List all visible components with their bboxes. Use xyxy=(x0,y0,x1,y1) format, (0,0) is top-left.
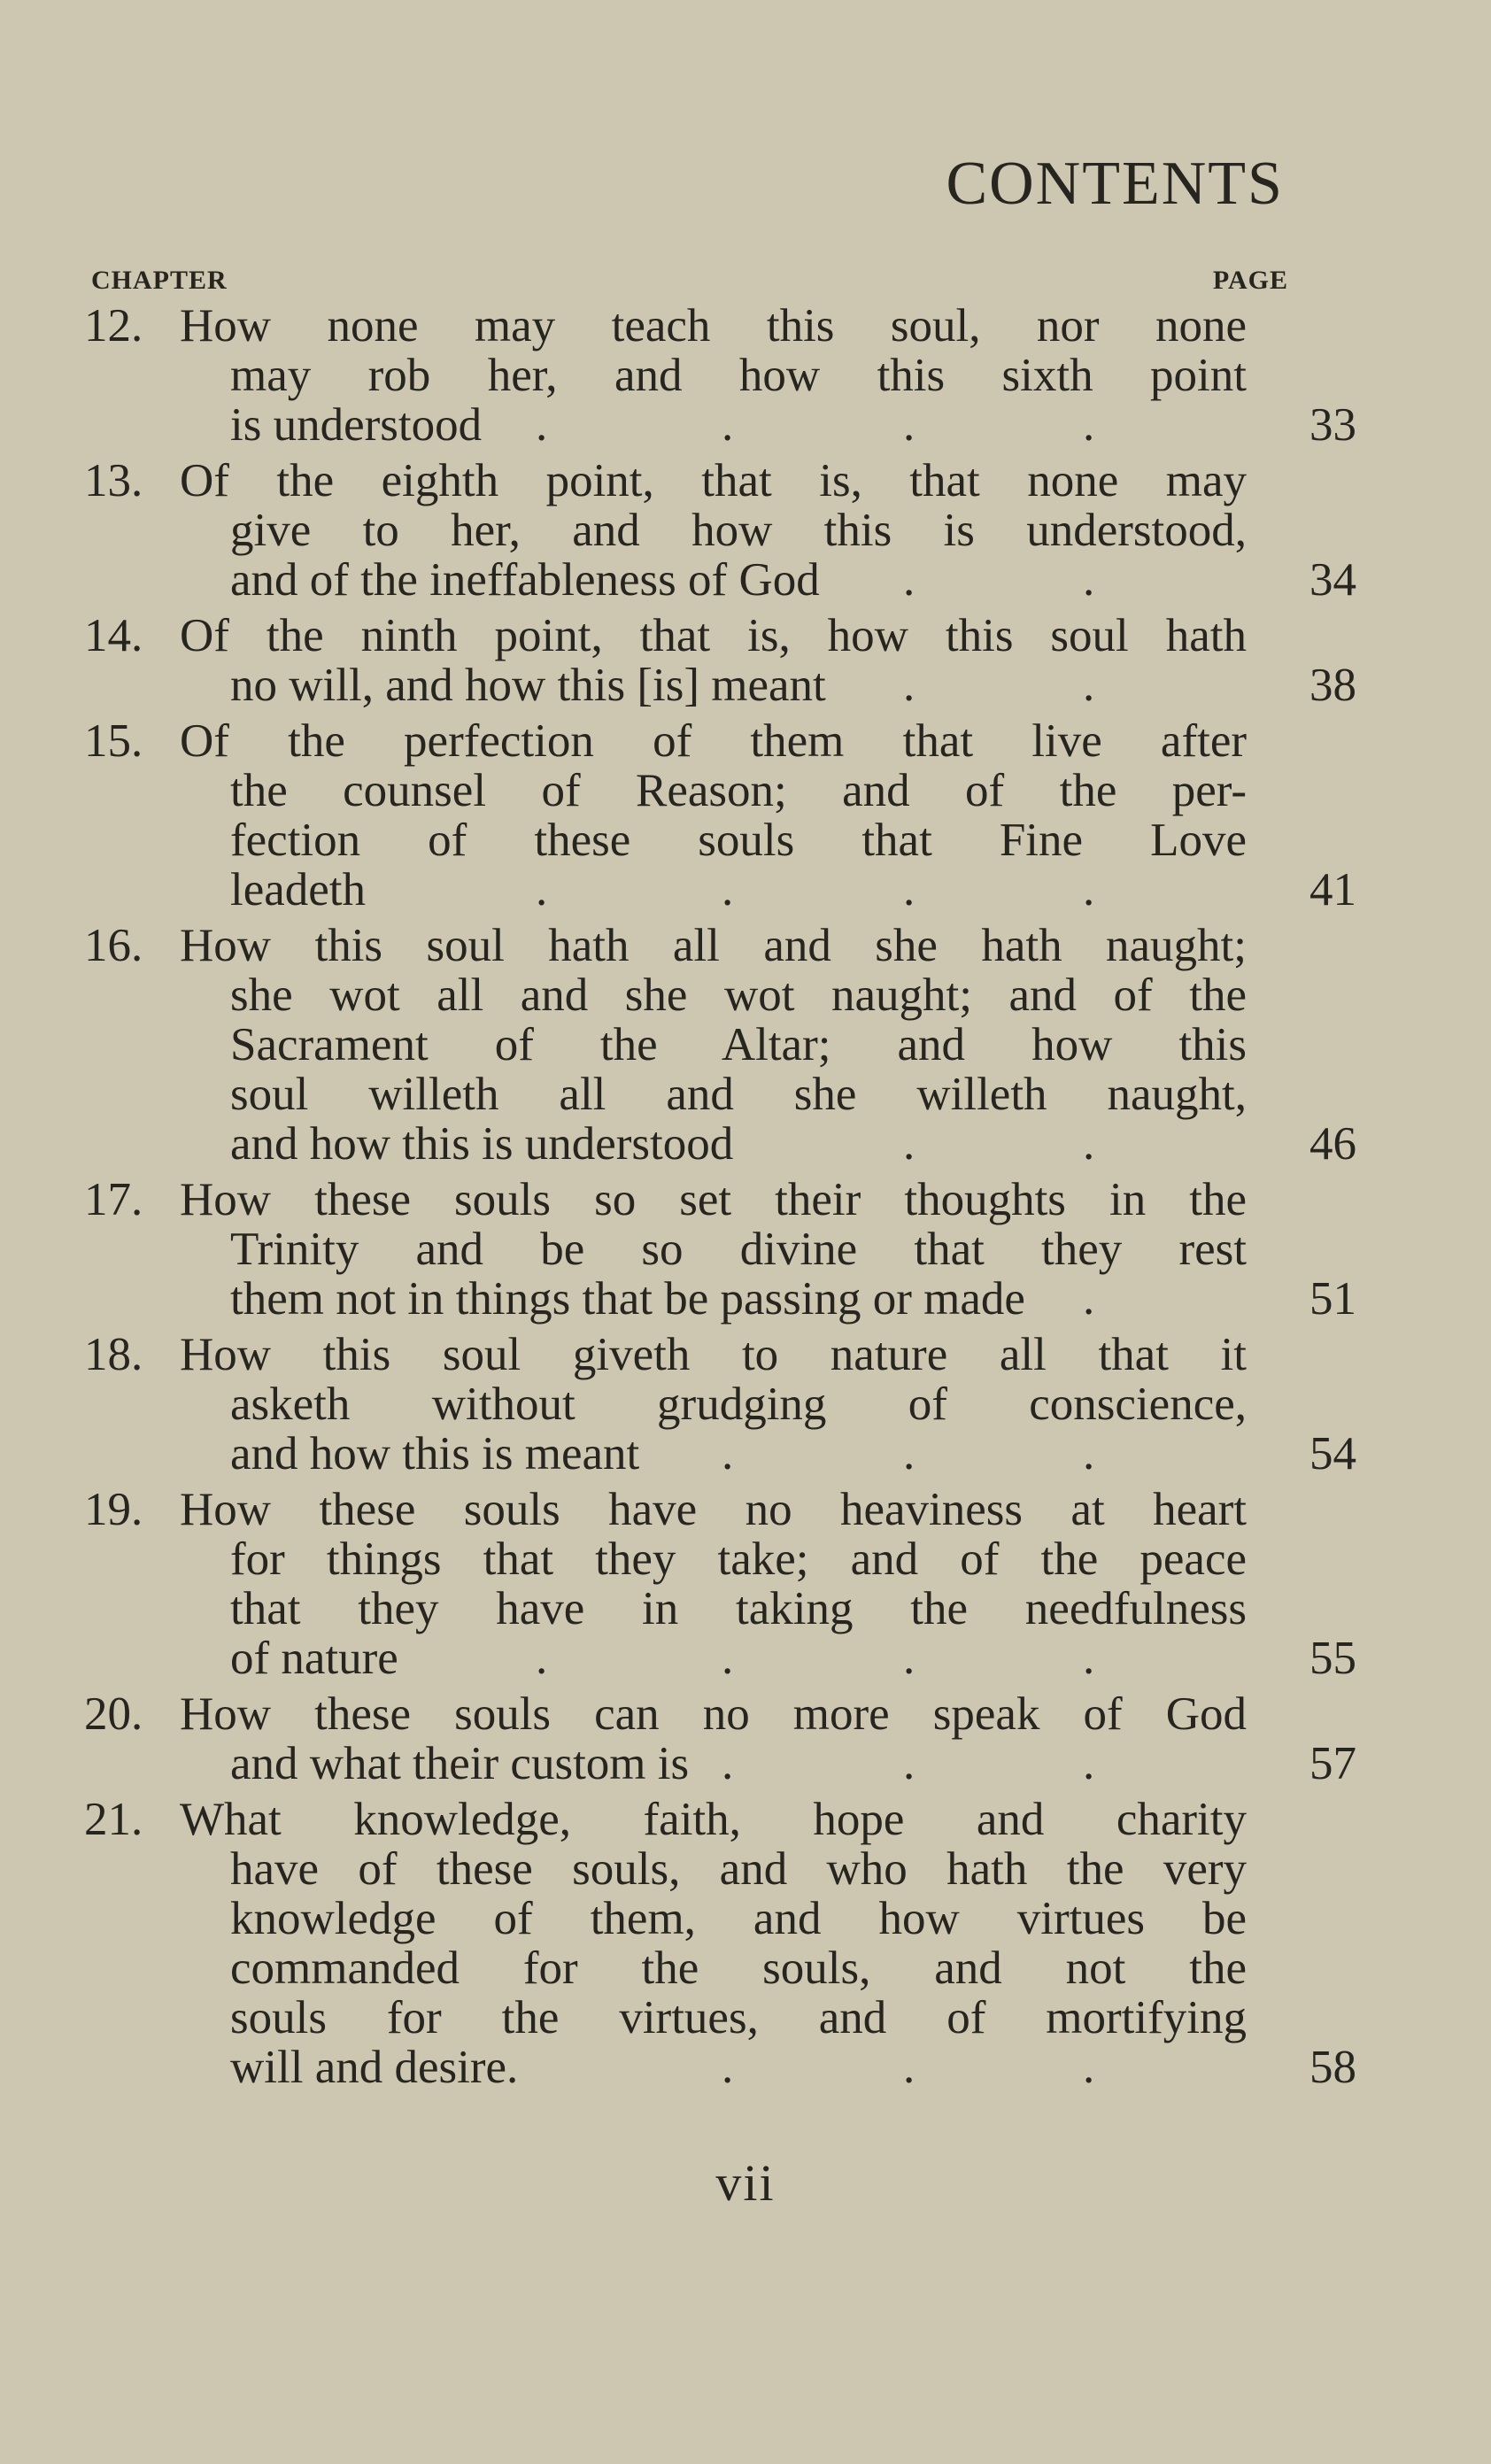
leader-dot: . xyxy=(903,660,915,711)
chapter-title-line: asketh without grudging of conscience, xyxy=(230,1379,1247,1430)
leader-dot: . xyxy=(536,399,548,451)
chapter-title-line: How these souls so set their thoughts in the xyxy=(180,1174,1247,1225)
entry-line xyxy=(84,1379,1306,1429)
contents-entry xyxy=(84,1688,1356,1789)
page-number: 38 xyxy=(1309,660,1356,711)
leader-dot: . xyxy=(903,2042,915,2093)
entry-line xyxy=(84,716,1306,766)
chapter-title-line: knowledge of them, and how virtues be xyxy=(230,1893,1247,1944)
dot-leader xyxy=(230,1429,1247,1479)
entry-line xyxy=(84,864,1356,915)
entry-line xyxy=(84,506,1306,555)
chapter-number: 19. xyxy=(84,1484,143,1535)
leader-dot: . xyxy=(722,1738,734,1789)
chapter-number: 15. xyxy=(84,715,143,767)
dot-leader xyxy=(230,555,1247,605)
dot-leader xyxy=(230,400,1247,450)
entry-line xyxy=(84,1273,1356,1325)
entry-line xyxy=(84,399,1356,451)
page-number: 33 xyxy=(1309,399,1356,451)
leader-dot: . xyxy=(722,864,734,915)
entry-line xyxy=(84,351,1306,400)
contents-entry xyxy=(84,1794,1356,2093)
leader-dot: . xyxy=(903,1633,915,1684)
leader-dot: . xyxy=(903,1118,915,1170)
contents-entry xyxy=(84,920,1356,1170)
chapter-title-line: Of the perfection of them that live after xyxy=(180,715,1247,767)
entry-line xyxy=(84,1485,1306,1534)
leader-dot: . xyxy=(1083,1633,1095,1684)
page-number: 54 xyxy=(1309,1428,1356,1479)
entry-line xyxy=(84,554,1356,606)
chapter-title-line: commanded for the souls, and not the xyxy=(230,1943,1247,1994)
leader-dot: . xyxy=(536,864,548,915)
entry-line xyxy=(84,1795,1306,1844)
entry-line xyxy=(84,1118,1356,1170)
chapter-title-line: Trinity and be so divine that they rest xyxy=(230,1224,1247,1275)
leader-dot: . xyxy=(1083,1738,1095,1789)
chapter-title-line: is understood xyxy=(230,399,483,451)
entry-line xyxy=(84,1224,1306,1274)
chapter-title-line: have of these souls, and who hath the very xyxy=(230,1843,1247,1895)
page-number: 34 xyxy=(1309,554,1356,606)
page-number: 55 xyxy=(1309,1633,1356,1684)
entry-line xyxy=(84,1844,1306,1894)
chapter-title-line: give to her, and how this is understood, xyxy=(230,505,1247,556)
entry-line xyxy=(84,1330,1306,1379)
chapter-title-line: How these souls have no heaviness at heart xyxy=(180,1484,1247,1535)
entry-line xyxy=(84,921,1306,970)
chapter-title-line: fection of these souls that Fine Love xyxy=(230,815,1247,866)
chapter-title-line: and of the ineffableness of God xyxy=(230,554,820,606)
chapter-number: 17. xyxy=(84,1174,143,1225)
entry-line xyxy=(84,1894,1306,1943)
dot-leader xyxy=(230,1634,1247,1683)
leader-dot: . xyxy=(1083,399,1095,451)
leader-dot: . xyxy=(903,554,915,606)
page-number: 58 xyxy=(1309,2042,1356,2093)
contents-entry xyxy=(84,455,1356,606)
chapter-number: 12. xyxy=(84,300,143,351)
contents-entry xyxy=(84,1329,1356,1479)
chapter-title-line: How this soul hath all and she hath naught; xyxy=(180,920,1247,971)
leader-dot: . xyxy=(722,2042,734,2093)
entry-line xyxy=(84,1943,1306,1993)
leader-dot: . xyxy=(1083,864,1095,915)
chapter-title-line: How none may teach this soul, nor none xyxy=(180,300,1247,351)
chapter-title-line: and how this is understood xyxy=(230,1118,734,1170)
dot-leader xyxy=(230,1119,1247,1169)
leader-dot: . xyxy=(722,1633,734,1684)
page-number: 46 xyxy=(1309,1118,1356,1170)
chapter-title-line: she wot all and she wot naught; and of the xyxy=(230,969,1247,1021)
leader-dot: . xyxy=(722,399,734,451)
entry-line xyxy=(84,456,1306,506)
entry-line xyxy=(84,301,1306,351)
chapter-column-label: CHAPTER xyxy=(91,266,228,295)
contents-entry xyxy=(84,610,1356,711)
leader-dot: . xyxy=(1083,1118,1095,1170)
chapter-title-line: Of the ninth point, that is, how this soul hath xyxy=(180,610,1247,661)
dot-leader xyxy=(230,660,1247,710)
entry-line xyxy=(84,1175,1306,1224)
dot-leader xyxy=(230,865,1247,915)
entry-line xyxy=(84,1534,1306,1584)
entry-line xyxy=(84,1738,1356,1789)
page-column-label: PAGE xyxy=(1212,266,1288,295)
page-number: 51 xyxy=(1309,1273,1356,1325)
leader-dot: . xyxy=(903,864,915,915)
leader-dot: . xyxy=(1083,1273,1095,1325)
leader-dot: . xyxy=(536,1633,548,1684)
entry-line xyxy=(84,1689,1306,1739)
leader-dot: . xyxy=(903,399,915,451)
chapter-title-line: leadeth xyxy=(230,864,367,915)
chapter-title-line: may rob her, and how this sixth point xyxy=(230,350,1247,401)
leader-dot: . xyxy=(1083,1428,1095,1479)
entry-line xyxy=(84,2042,1356,2093)
entry-line xyxy=(84,1633,1356,1684)
chapter-title-line: them not in things that be passing or made xyxy=(230,1273,1025,1325)
leader-dot: . xyxy=(1083,660,1095,711)
contents-entry xyxy=(84,715,1356,915)
page-number: 57 xyxy=(1309,1738,1356,1789)
chapter-number: 16. xyxy=(84,920,143,971)
entry-line xyxy=(84,1070,1306,1119)
entry-line xyxy=(84,815,1306,865)
chapter-title-line: Sacrament of the Altar; and how this xyxy=(230,1019,1247,1070)
chapter-number: 21. xyxy=(84,1794,143,1845)
chapter-number: 13. xyxy=(84,455,143,506)
entry-line xyxy=(84,1584,1306,1634)
chapter-title-line: of nature xyxy=(230,1633,398,1684)
leader-dot: . xyxy=(1083,2042,1095,2093)
contents-list xyxy=(84,300,1356,2098)
dot-leader xyxy=(230,1274,1247,1324)
chapter-title-line: for things that they take; and of the peace xyxy=(230,1533,1247,1585)
contents-entry xyxy=(84,1484,1356,1684)
dot-leader xyxy=(230,1739,1247,1788)
entry-line xyxy=(84,970,1306,1020)
leader-dot: . xyxy=(903,1738,915,1789)
chapter-number: 20. xyxy=(84,1688,143,1740)
dot-leader xyxy=(230,2043,1247,2092)
chapter-title-line: What knowledge, faith, hope and charity xyxy=(180,1794,1247,1845)
chapter-title-line: Of the eighth point, that is, that none may xyxy=(180,455,1247,506)
chapter-title-line: will and desire. xyxy=(230,2042,519,2093)
page-folio: vii xyxy=(715,2154,776,2212)
leader-dot: . xyxy=(903,1428,915,1479)
chapter-title-line: souls for the virtues, and of mortifying xyxy=(230,1992,1247,2043)
leader-dot: . xyxy=(1083,554,1095,606)
entry-line xyxy=(84,1428,1356,1479)
entry-line xyxy=(84,660,1356,711)
chapter-number: 14. xyxy=(84,610,143,661)
chapter-title-line: no will, and how this [is] meant xyxy=(230,660,826,711)
entry-line xyxy=(84,1020,1306,1070)
contents-entry xyxy=(84,1174,1356,1325)
chapter-title-line: and how this is meant xyxy=(230,1428,640,1479)
chapter-title-line: the counsel of Reason; and of the per- xyxy=(230,765,1247,816)
chapter-title-line: How this soul giveth to nature all that it xyxy=(180,1329,1247,1380)
chapter-number: 18. xyxy=(84,1329,143,1380)
chapter-title-line: How these souls can no more speak of God xyxy=(180,1688,1247,1740)
entry-line xyxy=(84,766,1306,815)
entry-line xyxy=(84,611,1306,660)
chapter-title-line: that they have in taking the needfulness xyxy=(230,1583,1247,1634)
page-number: 41 xyxy=(1309,864,1356,915)
page-title: CONTENTS xyxy=(946,150,1284,218)
contents-entry xyxy=(84,300,1356,451)
chapter-title-line: soul willeth all and she willeth naught, xyxy=(230,1069,1247,1120)
chapter-title-line: and what their custom is xyxy=(230,1738,690,1789)
leader-dot: . xyxy=(722,1428,734,1479)
entry-line xyxy=(84,1993,1306,2043)
